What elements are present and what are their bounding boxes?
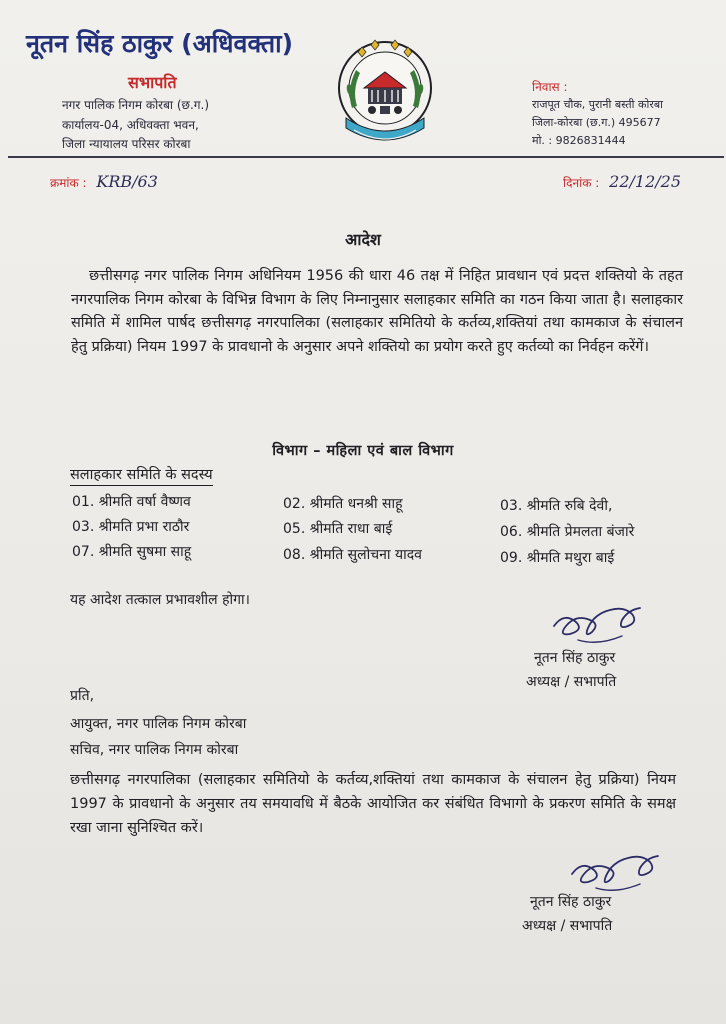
- residence-label: निवास :: [532, 80, 568, 94]
- member-item: 08. श्रीमति सुलोचना यादव: [283, 547, 422, 563]
- member-item: 03. श्रीमति रुबि देवी,: [500, 498, 613, 514]
- signatory-designation: अध्यक्ष / सभापति: [526, 674, 617, 690]
- copy-recipient: आयुक्त, नगर पालिक निगम कोरबा: [70, 716, 247, 732]
- member-item: 03. श्रीमति प्रभा राठौर: [72, 519, 190, 535]
- letterhead-address-1: नगर पालिक निगम कोरबा (छ.ग.): [62, 98, 210, 112]
- order-title: आदेश: [345, 230, 381, 249]
- member-item: 07. श्रीमति सुषमा साहू: [72, 544, 192, 560]
- order-paragraph: छत्तीसगढ़ नगर पालिक निगम अधिनियम 1956 की धारा 46 तक्ष में निहित प्रावधान एवं प्रदत्त शक्तियो के तहत नगरपालिक निगम कोरबा के विभिन्न विभाग के लिए निम्नानुसार सलाहकार समिति का गठन किया जाता है। सलाहकार समिति में शामिल पार्षद छत्तीसगढ़ नगरपालिका (सलाहकार समितियो के कर्तव्य,शक्तियां तथा कामकाज के संचालन हेतु प्रक्रिया) नियम 1997 के प्रावधानो के अनुसार अपने शक्तियो का प्रयोग करते हुए कर्तव्यो का निर्वहन करेंगें।: [71, 268, 683, 355]
- department-heading: विभाग – महिला एवं बाल विभाग: [272, 443, 454, 459]
- reference-number-label: क्रमांक :: [50, 176, 87, 190]
- letterhead-title: सभापति: [128, 73, 177, 92]
- copy-recipient: सचिव, नगर पालिक निगम कोरबा: [70, 742, 239, 758]
- residence-line-2: जिला-कोरबा (छ.ग.) 495677: [532, 116, 661, 129]
- member-item: 01. श्रीमति वर्षा वैष्णव: [72, 494, 191, 510]
- members-heading: सलाहकार समिति के सदस्य: [70, 464, 213, 486]
- copy-to-label: प्रति,: [70, 688, 95, 704]
- signature-icon: [548, 596, 648, 650]
- reference-date: [563, 172, 681, 191]
- letterhead-name: नूतन सिंह ठाकुर (अधिवक्ता): [26, 29, 294, 58]
- effect-line: यह आदेश तत्काल प्रभावशील होगा।: [70, 592, 250, 608]
- member-item: 05. श्रीमति राधा बाई: [283, 521, 393, 537]
- reference-number: [50, 172, 158, 191]
- member-item: 02. श्रीमति धनश्री साहू: [283, 496, 403, 512]
- signatory-designation: अध्यक्ष / सभापति: [522, 918, 613, 934]
- residence-line-1: राजपूत चौक, पुरानी बस्ती कोरबा: [532, 98, 663, 111]
- member-item: 06. श्रीमति प्रेमलता बंजारे: [500, 524, 635, 540]
- letterhead-address-3: जिला न्यायालय परिसर कोरबा: [62, 137, 191, 151]
- header-divider: [8, 156, 724, 158]
- copy-paragraph: छत्तीसगढ़ नगरपालिका (सलाहकार समितियो के कर्तव्य,शक्तियां तथा कामकाज के संचालन हेतु प्रक्रिया) नियम 1997 के प्रावधानो के अनुसार तय समयावधि में बैठके आयोजित कर संबंधित विभागो के प्रकरण समिति के समक्ष रखा जाना सुनिश्चित करें।: [70, 772, 676, 836]
- letterhead-address-2: कार्यालय-04, अधिवक्ता भवन,: [62, 118, 199, 132]
- residence-phone: मो. : 9826831444: [532, 134, 626, 147]
- reference-date-label: दिनांक :: [563, 176, 600, 190]
- signatory-name: नूतन सिंह ठाकुर: [534, 650, 616, 666]
- reference-number-value: KRB/63: [96, 172, 158, 191]
- signatory-name: नूतन सिंह ठाकुर: [530, 894, 612, 910]
- reference-date-value: 22/12/25: [609, 172, 682, 191]
- member-item: 09. श्रीमति मथुरा बाई: [500, 550, 615, 566]
- municipal-emblem-icon: [334, 38, 436, 146]
- signature-icon: [566, 844, 666, 898]
